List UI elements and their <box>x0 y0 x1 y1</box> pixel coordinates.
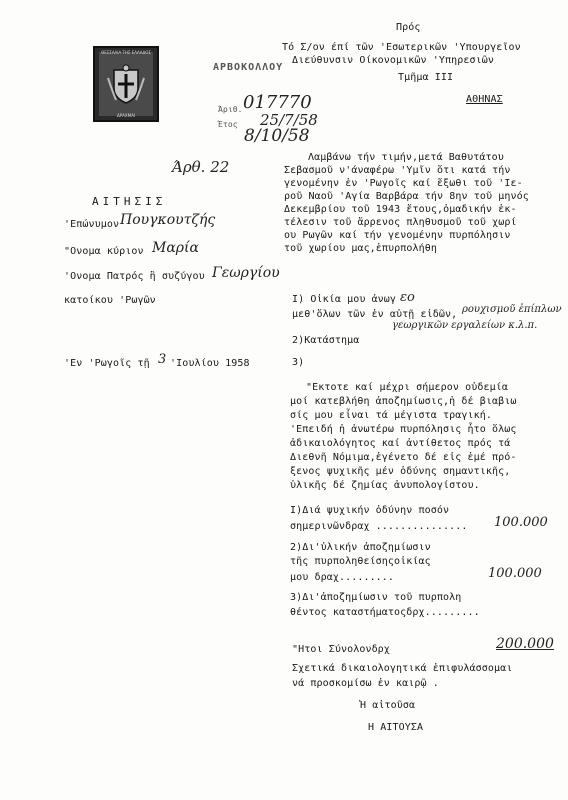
document-title: ΑΙΤΗΣΙΣ <box>92 195 167 208</box>
header-office-stamp: ΑΡΒΟΚΟΛΛΟΥ <box>213 62 284 73</box>
paragraph-line: ὑλικῆς δέ ζημίας ἀνυπολογίστου. <box>290 480 480 491</box>
revenue-stamp <box>93 46 159 122</box>
item-2: 2)Κατάστημα <box>292 335 360 346</box>
paragraph-line: σίς μου εἶναι τά μέγιστα τραγική. <box>290 410 492 421</box>
place-date-prefix: 'Εν 'Ρωγοῖς τῇ <box>64 358 150 369</box>
closing-line1: Σχετικά δικαιολογητικά ἐπιφυλάσσομαι <box>292 663 513 674</box>
registration-date-label: Έτος <box>218 120 238 129</box>
body-line: Σεβασμοῦ ν'άναφέρω 'Υμῖν ὅτι κατά τήν <box>284 165 511 176</box>
place-date-day: 3 <box>158 352 167 367</box>
closing-signatory-name: Η ΑΙΤΟΥΣΑ <box>368 722 424 733</box>
claim-2-line1: 2)Δι'ὑλικήν ἀποζημίωσιν <box>290 542 431 553</box>
body-line: Δεκεμβρίου τοῦ 1943 ἔτους,ὁμαδικήν ἐκ- <box>284 204 517 215</box>
firstname-label: "Ονομα κύριον <box>64 246 144 257</box>
total-label: "Ητοι Σύνολονδρχ <box>292 644 390 655</box>
item-1-handwriting: εο <box>400 290 415 305</box>
paragraph-line: ἀδικαιολόγητος καί ἀντίθετος πρός τά <box>290 438 511 449</box>
father-value: Γεωργίου <box>212 265 280 281</box>
surname-label: 'Επώνυμον <box>64 219 120 230</box>
margin-note: Άρθ. 22 <box>172 158 230 176</box>
claim-2-line3: μου δραχ......... <box>290 572 395 583</box>
father-label: 'Ονομα Πατρός ἢ συζύγου <box>64 271 205 282</box>
header-recipient-line2: Διεύθυνσιν Οίκονομικῶν 'Υπηρεσιῶν <box>292 55 494 66</box>
registration-number-value: 017770 <box>243 92 312 113</box>
firstname-value: Μαρία <box>152 240 199 256</box>
body-line: γενομένην ἐν 'Ρωγοῖς καί ἔξωθι τοῦ 'Ιε- <box>284 178 523 189</box>
residence-line: κατοίκου 'Ρωγῶν <box>64 295 156 306</box>
paragraph-line: μοί κατεβλήθη ἀποζημίωσις,ἡ δέ βιαβιω <box>290 396 517 407</box>
stamp-bottom-text: ΔΡΑΧΜΑΙ <box>117 113 135 118</box>
surname-value: Πουγκουτζής <box>120 212 216 228</box>
total-amount: 200.000 <box>496 636 554 652</box>
item-3: 3) <box>292 357 305 368</box>
item-1: Ι) Οἰκία μου ἀνωγ <box>292 294 397 305</box>
stamp-top-text: ΘΕΣΣΑΛΙΑ ΤΗΣ ΕΛΛΑΔΟΣ <box>101 50 151 55</box>
claim-3-line2: θέντος καταστήματοςδρχ......... <box>290 607 480 618</box>
paragraph-line: 'Επειδή ἡ ἀνωτέρω πυρπόλησις ἦτο ὅλως <box>290 424 517 435</box>
claim-1-line2: σημερινῶνδραχ ............... <box>290 521 468 532</box>
place-date-suffix: 'Ιουλίου 1958 <box>170 358 250 369</box>
claim-2-amount: 100.000 <box>488 566 542 581</box>
coat-of-arms-icon <box>106 64 146 106</box>
header-recipient-line1: Τό Σ/ον έπί τῶν 'Εσωτερικῶν 'Υπουργεῖον <box>282 42 521 53</box>
registration-number-label: Άριθ. <box>218 105 243 114</box>
body-line: τέλεσιν τοῦ ἄρρενος πληθυσμοῦ τοῦ χωρί <box>284 217 517 228</box>
item-1-handwriting-3: γεωργικῶν εργαλείων κ.λ.π. <box>392 320 538 331</box>
paragraph-line: "Εκτοτε καί μέχρι σήμερον οὐδεμία <box>306 382 508 393</box>
claim-3-line1: 3)Δι'ἀποζημίωσιν τοῦ πυρπολη <box>290 592 462 603</box>
body-line: ροῦ Ναοῦ 'Αγία Βαρβάρα τήν 8ην τοῦ μηνός <box>284 191 529 202</box>
paragraph-line: Διεθνῆ Νόμιμα,ἐγένετο δέ εἰς ἐμέ πρό- <box>290 452 517 463</box>
closing-line2: νά προσκομίσω ἐν καιρῷ . <box>292 678 439 689</box>
body-line: τοῦ χωρίου μας,ἐπυρπολήθη <box>284 243 438 254</box>
registration-date-value: 25/7/58 <box>260 111 318 129</box>
closing-signatory-label: Ἡ αἰτοῦσα <box>360 700 416 711</box>
body-line: Λαμβάνω τήν τιμήν,μετά Βαθυτάτου <box>308 152 504 163</box>
paragraph-line: ξενος ψυχικῆς μέν ὀδύνης σημαντικῆς, <box>290 466 511 477</box>
item-1-line2: μεθ'ὅλων τῶν ἐν αὐτῇ εἰδῶν, <box>292 309 458 320</box>
claim-1-amount: 100.000 <box>494 515 548 530</box>
header-recipient-line3: Τμῆμα ΙΙΙ <box>398 72 454 83</box>
registration-date-value-2: 8/10/58 <box>244 126 310 146</box>
item-1-handwriting-2: ρουχισμοῦ ἐπίπλων <box>462 304 562 315</box>
header-pros: Πρός <box>396 22 421 33</box>
body-line: ου Ρωγῶν καί τήν γενομένην πυρπόλησιν <box>284 230 511 241</box>
claim-1-line1: Ι)Διά ψυχικήν ὀδύνην ποσόν <box>290 505 450 516</box>
claim-2-line2: τῆς πυρποληθείσηςοἰκίας <box>290 556 431 567</box>
header-city: ΑΘΗΝΑΣ <box>466 94 503 105</box>
